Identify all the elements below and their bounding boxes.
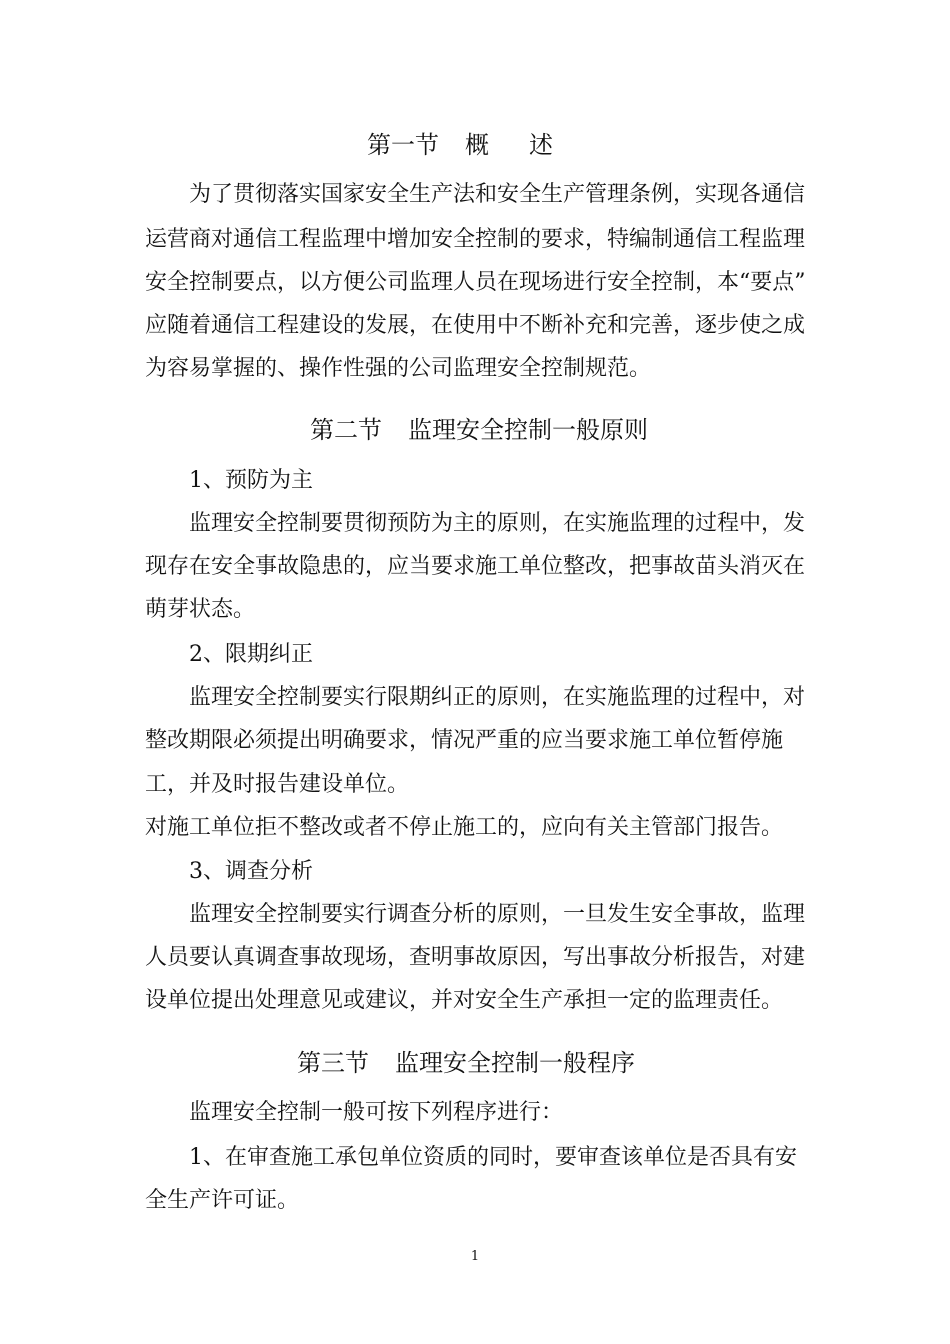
paragraph-line: 为了贯彻落实国家安全生产法和安全生产管理条例，实现各通信 [189,182,806,207]
section-1-number: 第一节 [367,131,439,159]
paragraph-line: 1、在审查施工承包单位资质的同时，要审查该单位是否具有安 [189,1145,797,1170]
paragraph-line: 工，并及时报告建设单位。 [145,772,410,797]
section-1-title-part-b: 述 [529,131,553,159]
section-2-title: 监理安全控制一般原则 [408,416,648,444]
item-title: 3、调查分析 [189,859,313,884]
paragraph-line: 应随着通信工程建设的发展，在使用中不断补充和完善，逐步使之成 [145,313,806,338]
paragraph-line: 监理安全控制要实行限期纠正的原则，在实施监理的过程中，对 [189,685,806,710]
paragraph-line: 监理安全控制要贯彻预防为主的原则，在实施监理的过程中，发 [189,511,806,536]
item-title: 1、预防为主 [189,468,313,493]
section-1-title-part-a: 概 [465,131,489,159]
page-number: 1 [470,1249,480,1264]
paragraph-line: 整改期限必须提出明确要求，情况严重的应当要求施工单位暂停施 [145,728,784,753]
paragraph-line: 监理安全控制要实行调查分析的原则，一旦发生安全事故，监理 [189,902,806,927]
paragraph-line: 萌芽状态。 [145,597,256,622]
paragraph-line: 人员要认真调查事故现场，查明事故原因，写出事故分析报告，对建 [145,945,806,970]
section-3-heading [297,1047,635,1079]
paragraph-line: 安全控制要点，以方便公司监理人员在现场进行安全控制，本“要点” [145,270,806,295]
section-1-heading [367,129,553,161]
paragraph-line: 为容易掌握的、操作性强的公司监理安全控制规范。 [145,356,652,381]
section-3-number: 第三节 [297,1049,369,1077]
section-2-heading [310,414,648,446]
paragraph-line: 设单位提出处理意见或建议，并对安全生产承担一定的监理责任。 [145,988,784,1013]
section-2-number: 第二节 [310,416,382,444]
paragraph-line: 全生产许可证。 [145,1188,300,1213]
paragraph-line: 现存在安全事故隐患的，应当要求施工单位整改，把事故苗头消灭在 [145,554,806,579]
paragraph-line: 监理安全控制一般可按下列程序进行： [189,1100,564,1125]
section-3-title: 监理安全控制一般程序 [395,1049,635,1077]
item-title: 2、限期纠正 [189,642,313,667]
paragraph-line: 运营商对通信工程监理中增加安全控制的要求，特编制通信工程监理 [145,227,806,252]
paragraph-line: 对施工单位拒不整改或者不停止施工的，应向有关主管部门报告。 [145,815,784,840]
